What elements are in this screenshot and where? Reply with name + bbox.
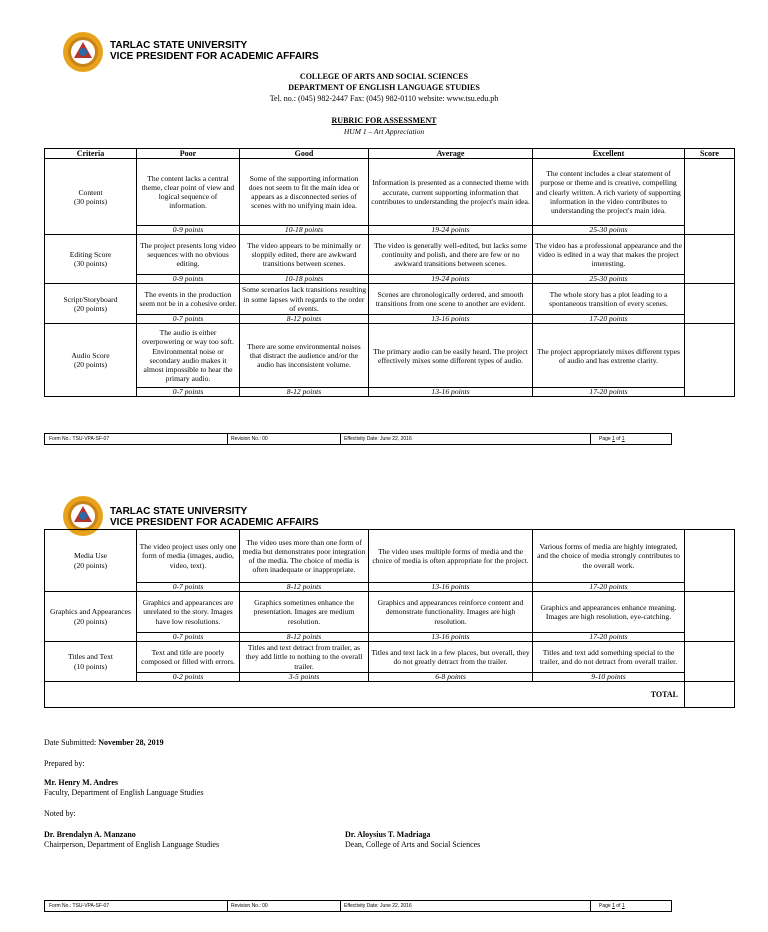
points-range: 3-5 points [240, 673, 369, 682]
header-poor: Poor [137, 149, 240, 159]
criteria-cell: Titles and Text (10 points) [45, 642, 137, 682]
average-cell: The video is generally well-edited, but lacks some continuity and polish, and there are few or no awkward transitions between scenes. [369, 235, 533, 275]
average-cell: The video uses multiple forms of media and the choice of media is often appropriate for the project. [369, 530, 533, 583]
average-cell: The primary audio can be easily heard. The project effectively mixes some different types of audio. [369, 324, 533, 388]
points-range: 0-7 points [137, 583, 240, 592]
excellent-cell: Titles and text add something special to the trailer, and do not detract from overall trailer. [533, 642, 685, 673]
form-number: Form No.: TSU-VPA-SF-07 [49, 903, 110, 909]
total-row [45, 682, 735, 708]
criteria-cell: Script/Storyboard (20 points) [45, 284, 137, 324]
prepared-by-name: Mr. Henry M. Andres [44, 778, 118, 787]
points-range: 0-9 points [137, 275, 240, 284]
good-cell: The video uses more than one form of media but demonstrates poor integration of the media. The choice of media is often inadequate or inappropriate. [240, 530, 369, 583]
university-name: TARLAC STATE UNIVERSITY VICE PRESIDENT FOR ACADEMIC AFFAIRS [110, 506, 319, 528]
points-range: 17-20 points [533, 315, 685, 324]
score-cell[interactable] [685, 284, 735, 324]
criteria-cell: Graphics and Appearances (20 points) [45, 592, 137, 642]
department-name: DEPARTMENT OF ENGLISH LANGUAGE STUDIES [288, 83, 480, 92]
good-cell: Some of the supporting information does not seem to fit the main idea or appears as a disconnected series of scenes with no unifying main idea. [240, 159, 369, 226]
poor-cell: Graphics and appearances are unrelated to the story. Images have low resolutions. [137, 592, 240, 633]
table-row [45, 530, 735, 583]
university-seal-icon [62, 31, 104, 73]
points-range: 19-24 points [369, 275, 533, 284]
points-range: 17-20 points [533, 583, 685, 592]
points-range: 17-20 points [533, 633, 685, 642]
points-row [45, 315, 735, 324]
points-row [45, 275, 735, 284]
form-footer [44, 433, 672, 445]
total-label: TOTAL [45, 682, 685, 708]
excellent-cell: The project appropriately mixes different types of audio and has extreme clarity. [533, 324, 685, 388]
excellent-cell: Graphics and appearances enhance meaning. Images are high resolution, eye-catching. [533, 592, 685, 633]
average-cell: Information is presented as a connected theme with accurate, current supporting information that contributes to understanding the project's main idea. [369, 159, 533, 226]
points-row [45, 673, 735, 682]
course-subtitle: HUM 1 – Art Appreciation [343, 127, 425, 136]
score-cell[interactable] [685, 159, 735, 235]
poor-cell: Text and title are poorly composed or filled with errors. [137, 642, 240, 673]
points-range: 6-8 points [369, 673, 533, 682]
score-cell[interactable] [685, 235, 735, 284]
total-score-cell[interactable] [685, 682, 735, 708]
points-range: 10-18 points [240, 226, 369, 235]
points-range: 25-30 points [533, 275, 685, 284]
points-row [45, 633, 735, 642]
average-cell: Graphics and appearances reinforce content and demonstrate functionality. Images are high resolution. [369, 592, 533, 633]
form-number: Form No.: TSU-VPA-SF-07 [49, 436, 110, 442]
points-range: 0-7 points [137, 315, 240, 324]
points-range: 19-24 points [369, 226, 533, 235]
header-excellent: Excellent [533, 149, 685, 159]
university-name: TARLAC STATE UNIVERSITY VICE PRESIDENT FOR ACADEMIC AFFAIRS [110, 40, 319, 62]
table-row [45, 324, 735, 388]
header-criteria: Criteria [45, 149, 137, 159]
points-range: 25-30 points [533, 226, 685, 235]
points-range: 10-18 points [240, 275, 369, 284]
rubric-table-1 [44, 148, 735, 397]
prepared-by-label: Prepared by: [44, 759, 85, 768]
table-header-row [45, 149, 735, 159]
header-score: Score [685, 149, 735, 159]
average-cell: Scenes are chronologically ordered, and smooth transitions from one scene to another are evident. [369, 284, 533, 315]
score-cell[interactable] [685, 642, 735, 682]
points-row [45, 388, 735, 397]
points-range: 0-9 points [137, 226, 240, 235]
table-row [45, 159, 735, 226]
points-range: 13-16 points [369, 583, 533, 592]
page-number: Page 1 of 1 [599, 903, 625, 909]
table-row [45, 592, 735, 633]
good-cell: There are some environmental noises that distract the audience and/or the audio has inconsistent volume. [240, 324, 369, 388]
points-range: 17-20 points [533, 388, 685, 397]
effectivity-date: Effectivity Date: June 22, 2016 [344, 903, 412, 909]
points-range: 0-7 points [137, 388, 240, 397]
rubric-table-2 [44, 529, 735, 708]
points-range: 0-2 points [137, 673, 240, 682]
good-cell: Titles and text detract from trailer, as they add little to nothing to the overall trailer. [240, 642, 369, 673]
points-range: 13-16 points [369, 315, 533, 324]
average-cell: Titles and text lack in a few places, but overall, they do not greatly detract from the trailer. [369, 642, 533, 673]
points-range: 9-10 points [533, 673, 685, 682]
noted-by-name-1: Dr. Brendalyn A. Manzano [44, 830, 136, 839]
poor-cell: The audio is either overpowering or way too soft. Environmental noise or secondary audio makes it almost impossible to hear the primary audio. [137, 324, 240, 388]
points-row [45, 226, 735, 235]
table-row [45, 642, 735, 673]
poor-cell: The content lacks a central theme, clear point of view and logical sequence of information. [137, 159, 240, 226]
score-cell[interactable] [685, 324, 735, 397]
points-range: 13-16 points [369, 633, 533, 642]
good-cell: The video appears to be minimally or sloppily edited, there are awkward transitions between scenes. [240, 235, 369, 275]
revision-number: Revision No.: 00 [231, 436, 268, 442]
header-average: Average [369, 149, 533, 159]
good-cell: Some scenarios lack transitions resulting in some lapses with regards to the order of events. [240, 284, 369, 315]
points-range: 8-12 points [240, 315, 369, 324]
points-range: 8-12 points [240, 388, 369, 397]
table-row [45, 235, 735, 275]
excellent-cell: The content includes a clear statement of purpose or theme and is creative, compelling and clearly written. A rich variety of supporting information in the video contributes to understanding the project's main idea. [533, 159, 685, 226]
college-name: COLLEGE OF ARTS AND SOCIAL SCIENCES [299, 72, 469, 81]
effectivity-date: Effectivity Date: June 22, 2016 [344, 436, 412, 442]
contact-info: Tel. no.: (045) 982-2447 Fax: (045) 982-0110 website: www.tsu.edu.ph [269, 94, 499, 103]
noted-by-title-1: Chairperson, Department of English Language Studies [44, 840, 220, 849]
header-good: Good [240, 149, 369, 159]
poor-cell: The events in the production seem not be in a cohesive order. [137, 284, 240, 315]
points-range: 13-16 points [369, 388, 533, 397]
form-footer [44, 900, 672, 912]
revision-number: Revision No.: 00 [231, 903, 268, 909]
criteria-cell: Media Use (20 points) [45, 530, 137, 592]
score-cell[interactable] [685, 530, 735, 592]
page-number: Page 1 of 1 [599, 436, 625, 442]
points-range: 8-12 points [240, 583, 369, 592]
noted-by-name-2: Dr. Aloysius T. Madriaga [345, 830, 431, 839]
criteria-cell: Audio Score (20 points) [45, 324, 137, 397]
good-cell: Graphics sometimes enhance the presentation. Images are medium resolution. [240, 592, 369, 633]
criteria-cell: Content (30 points) [45, 159, 137, 235]
excellent-cell: The whole story has a plot leading to a spontaneous transition of every scenes. [533, 284, 685, 315]
points-range: 0-7 points [137, 633, 240, 642]
table-row [45, 284, 735, 315]
page-title: RUBRIC FOR ASSESSMENT [331, 116, 437, 125]
noted-by-label: Noted by: [44, 809, 76, 818]
prepared-by-title: Faculty, Department of English Language Studies [44, 788, 204, 797]
poor-cell: The project presents long video sequences with no obvious editing. [137, 235, 240, 275]
score-cell[interactable] [685, 592, 735, 642]
date-submitted: Date Submitted: November 28, 2019 [44, 738, 164, 747]
poor-cell: The video project uses only one form of media (images, audio, video, text). [137, 530, 240, 583]
excellent-cell: Various forms of media are highly integrated, and the choice of media strongly contributes to the overall work. [533, 530, 685, 583]
excellent-cell: The video has a professional appearance and the video is edited in a way that makes the project interesting. [533, 235, 685, 275]
noted-by-title-2: Dean, College of Arts and Social Sciences [345, 840, 481, 849]
points-row [45, 583, 735, 592]
points-range: 8-12 points [240, 633, 369, 642]
criteria-cell: Editing Score (30 points) [45, 235, 137, 284]
